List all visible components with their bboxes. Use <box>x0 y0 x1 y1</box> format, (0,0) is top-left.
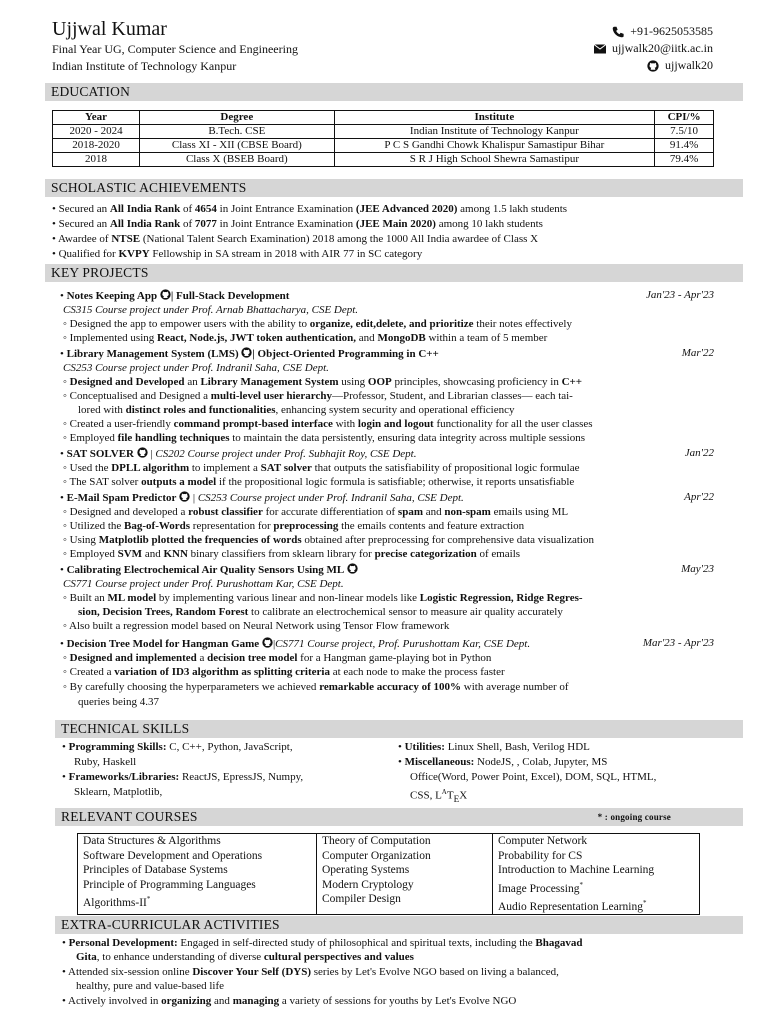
course-item: Image Processing* <box>498 880 583 895</box>
project-line: queries being 4.37 <box>78 696 159 708</box>
project-line: ◦ Implemented using React, Node.js, JWT token authentication, and MongoDB within a team of 5 member <box>63 332 548 344</box>
education-cell: S R J High School Shewra Samastipur <box>334 153 655 167</box>
github-icon <box>160 289 171 300</box>
course-item: Audio Representation Learning* <box>498 898 647 913</box>
skill-line: • Miscellaneous: NodeJS, , Colab, Jupyter, MS <box>398 756 608 768</box>
github-username: ujjwalk20 <box>665 58 713 72</box>
project-line: • SAT SOLVER | CS202 Course project under Prof. Subhajit Roy, CSE Dept. <box>60 448 417 460</box>
phone-icon <box>612 26 624 38</box>
course-item: Probability for CS <box>498 849 583 862</box>
project-line: ◦ Created a user-friendly command prompt-based interface with login and logout functionality for all the user classes <box>63 418 593 430</box>
course-item: Operating Systems <box>322 864 410 876</box>
email-contact[interactable] <box>594 41 713 56</box>
education-cell: 91.4% <box>655 139 714 153</box>
phone-contact[interactable] <box>612 24 713 39</box>
course-item: Data Structures & Algorithms <box>83 835 221 847</box>
section-header-courses <box>55 808 743 826</box>
course-item: Theory of Computation <box>322 835 431 847</box>
education-header-cell: CPI/% <box>655 111 714 125</box>
education-row <box>53 125 714 139</box>
course-column <box>78 834 317 915</box>
course-item: Principles of Database Systems <box>83 864 228 876</box>
achievement-item: • Awardee of NTSE (National Talent Search Examination) 2018 among the 1000 All India awardee of Class X <box>52 233 539 245</box>
education-table <box>52 110 714 167</box>
github-icon <box>262 637 273 648</box>
project-line: • E-Mail Spam Predictor | CS253 Course project under Prof. Indranil Saha, CSE Dept. <box>60 492 464 504</box>
section-header-skills: TECHNICAL SKILLS <box>55 720 743 738</box>
extracurricular-line: healthy, pure and value-based life <box>76 980 225 992</box>
education-cell: P C S Gandhi Chowk Khalispur Samastipur Bihar <box>334 139 655 153</box>
email-address: ujjwalk20@iitk.ac.in <box>611 41 713 55</box>
course-item: Introduction to Machine Learning <box>498 864 655 876</box>
education-cell: 2018 <box>53 153 140 167</box>
project-line: CS771 Course project under Prof. Purushottam Kar, CSE Dept. <box>63 578 344 590</box>
courses-table <box>77 833 700 915</box>
education-header-cell: Institute <box>334 111 655 125</box>
extracurricular-line: • Personal Development: Engaged in self-directed study of philosophical and spiritual texts, including the Bhagavad <box>62 937 583 949</box>
github-icon <box>179 491 190 502</box>
project-line: ◦ Created a variation of ID3 algorithm as splitting criteria at each node to make the process faster <box>63 666 505 678</box>
education-row <box>53 139 714 153</box>
project-line: ◦ Using Matplotlib plotted the frequencies of words obtained after preprocessing for comprehensive data visualization <box>63 534 594 546</box>
project-line: ◦ Conceptualised and Designed a multi-level user hierarchy—Professor, Student, and Librarian classes— each tai- <box>63 390 573 402</box>
course-column <box>493 834 700 915</box>
education-cell: B.Tech. CSE <box>140 125 334 139</box>
project-line: ◦ Employed SVM and KNN binary classifiers from sklearn library for precise categorization of emails <box>63 548 521 560</box>
skill-line: Sklearn, Matplotlib, <box>74 786 163 798</box>
project-line: ◦ Designed and implemented a decision tree model for a Hangman game-playing bot in Python <box>63 652 492 664</box>
achievement-item: • Secured an All India Rank of 7077 in Joint Entrance Examination (JEE Main 2020) among 10 lakh students <box>52 218 543 230</box>
project-date: Mar'22 <box>681 347 714 359</box>
education-cell: Class XI - XII (CBSE Board) <box>140 139 334 153</box>
project-line: CS315 Course project under Prof. Arnab Bhattacharya, CSE Dept. <box>63 304 359 316</box>
project-line: • Decision Tree Model for Hangman Game |CS771 Course project, Prof. Purushottam Kar, CSE Dept. <box>60 638 531 650</box>
education-cell: Indian Institute of Technology Kanpur <box>334 125 655 139</box>
course-column <box>317 834 493 915</box>
project-line: • Library Management System (LMS) | Object-Oriented Programming in C++ <box>60 348 439 360</box>
project-line: ◦ Designed the app to empower users with the ability to organize, edit,delete, and prioritize their notes effectively <box>63 318 572 330</box>
candidate-name: Ujjwal Kumar <box>52 18 167 40</box>
project-line: ◦ Utilized the Bag-of-Words representation for preprocessing the emails contents and feature extraction <box>63 520 525 532</box>
header-program: Final Year UG, Computer Science and Engineering <box>52 42 298 56</box>
course-item: Principle of Programming Languages <box>83 878 256 891</box>
project-line: ◦ Employed file handling techniques to maintain the data persistently, ensuring data integrity across multiple sessions <box>63 432 585 444</box>
section-header-projects: KEY PROJECTS <box>45 264 743 282</box>
github-contact[interactable] <box>647 58 713 73</box>
phone-number: +91-9625053585 <box>630 24 713 38</box>
skill-line: Ruby, Haskell <box>74 756 137 768</box>
project-line: ◦ Used the DPLL algorithm to implement a SAT solver that outputs the satisfiability of propositional logic formulae <box>63 462 580 474</box>
github-icon <box>241 347 252 358</box>
project-line: ◦ Designed and Developed an Library Management System using OOP principles, showcasing proficiency in C++ <box>63 376 583 388</box>
education-cell: 79.4% <box>655 153 714 167</box>
course-item: Algorithms-II* <box>83 895 151 909</box>
skill-line: • Utilities: Linux Shell, Bash, Verilog HDL <box>398 741 590 753</box>
project-date: Jan'23 - Apr'23 <box>645 289 714 301</box>
project-line: • Calibrating Electrochemical Air Quality Sensors Using ML <box>60 563 358 577</box>
project-date: Jan'22 <box>684 447 714 459</box>
achievement-item: • Secured an All India Rank of 4654 in Joint Entrance Examination (JEE Advanced 2020) among 1.5 lakh students <box>52 203 568 215</box>
project-line: ◦ Designed and developed a robust classifier for accurate differentiation of spam and non-spam emails using ML <box>63 506 569 518</box>
education-row <box>53 153 714 167</box>
project-line: ◦ Built an ML model by implementing various linear and non-linear models like Logistic Regression, Ridge Regres- <box>63 592 583 604</box>
education-cell: Class X (BSEB Board) <box>140 153 334 167</box>
education-cell: 2018-2020 <box>53 139 140 153</box>
extracurricular-line: Gita, to enhance understanding of diverse cultural perspectives and values <box>76 951 414 963</box>
section-header-education: EDUCATION <box>45 83 743 101</box>
achievement-item: • Qualified for KVPY Fellowship in SA stream in 2018 with AIR 77 in SC category <box>52 248 423 260</box>
extracurricular-line: • Actively involved in organizing and managing a variety of sessions for youths by Let's Evolve NGO <box>62 995 517 1007</box>
project-line: ◦ The SAT solver outputs a model if the propositional logic formula is satisfiable; otherwise, it reports unsatisfiable <box>63 476 575 488</box>
education-header-cell: Year <box>53 111 140 125</box>
education-cell: 2020 - 2024 <box>53 125 140 139</box>
course-item: Computer Organization <box>322 849 431 862</box>
project-date: Mar'23 - Apr'23 <box>642 637 714 649</box>
project-date: May'23 <box>681 563 714 575</box>
education-cell: 7.5/10 <box>655 125 714 139</box>
skill-line: CSS, $L^AT_EX$ <box>410 788 468 804</box>
courses-title: RELEVANT COURSES <box>61 809 198 824</box>
section-header-scholastic: SCHOLASTIC ACHIEVEMENTS <box>45 179 743 197</box>
project-date: Apr'22 <box>684 491 714 503</box>
project-line: ◦ By carefully choosing the hyperparameters we achieved remarkable accuracy of 100% with average number of <box>63 681 569 693</box>
project-line: ◦ Also built a regression model based on Neural Network using Tensor Flow framework <box>63 620 450 632</box>
project-line: CS253 Course project under Prof. Indranil Saha, CSE Dept. <box>63 362 329 374</box>
course-item: Compiler Design <box>322 893 401 905</box>
project-line: • Notes Keeping App | Full-Stack Development <box>60 290 290 302</box>
ongoing-course-note: * : ongoing course <box>597 812 671 822</box>
course-item: Software Development and Operations <box>83 849 263 862</box>
header-institute: Indian Institute of Technology Kanpur <box>52 59 237 73</box>
project-line: lored with distinct roles and functionalities, enhancing system security and operational efficiency <box>78 404 515 416</box>
skill-line: • Frameworks/Libraries: ReactJS, EpressJS, Numpy, <box>62 771 304 783</box>
github-icon <box>347 563 358 574</box>
github-icon <box>647 60 659 72</box>
course-item: Modern Cryptology <box>322 878 414 891</box>
education-header-cell: Degree <box>140 111 334 125</box>
skill-line: Office(Word, Power Point, Excel), DOM, SQL, HTML, <box>410 771 657 783</box>
course-item: Computer Network <box>498 835 588 847</box>
extracurricular-line: • Attended six-session online Discover Your Self (DYS) series by Let's Evolve NGO based on living a balanced, <box>62 966 559 978</box>
project-line: sion, Decision Trees, Random Forest to calibrate an electrochemical sensor to measure air quality accurately <box>78 606 563 618</box>
section-header-extracurricular: EXTRA-CURRICULAR ACTIVITIES <box>55 916 743 934</box>
skill-line: • Programming Skills: C, C++, Python, JavaScript, <box>62 741 293 753</box>
envelope-icon <box>594 43 606 55</box>
github-icon <box>137 447 148 458</box>
